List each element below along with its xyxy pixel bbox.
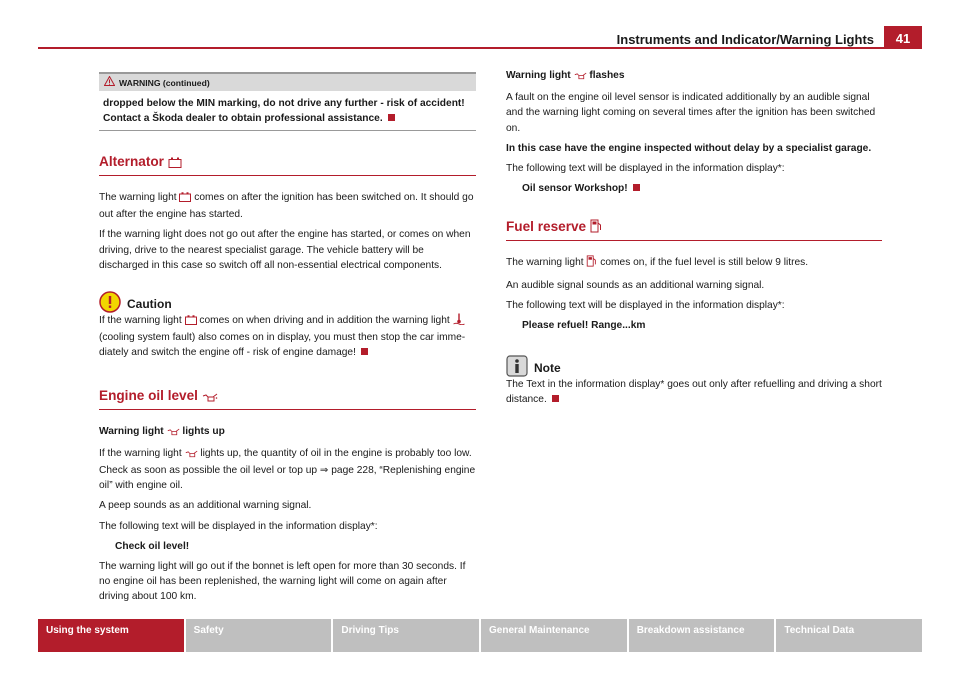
note-text: The Text in the information display* goes out only after refuelling and driving a short distance.: [506, 379, 882, 406]
engine-oil-heading-text: Engine oil level: [99, 387, 198, 403]
fuel-pump-icon: [590, 219, 602, 238]
battery-icon: [185, 315, 197, 330]
oil-flashes-msg-text: Oil sensor Workshop!: [522, 183, 628, 195]
engine-oil-paragraph-2: A peep sounds as an additional warning signal.: [99, 500, 312, 512]
caution-p-a: If the warning light: [99, 315, 182, 327]
left-column: [99, 72, 476, 610]
alternator-p1-a: The warning light: [99, 192, 177, 203]
oil-can-icon: [185, 448, 198, 463]
engine-oil-heading: [99, 387, 476, 410]
note-heading-text: Note: [534, 361, 561, 376]
oil-flashes-paragraph-2: In this case have the engine inspected without delay by a specialist garage.: [506, 142, 872, 154]
fuel-paragraph-2: An audible signal sounds as an additional warning signal.: [506, 279, 765, 291]
warning-box-title: WARNING (continued): [119, 78, 210, 88]
page-reference-link[interactable]: page 228, “Replenishing engine oil” with engine oil.: [99, 465, 476, 492]
tab-using-the-system[interactable]: Using the system: [38, 619, 184, 652]
alternator-heading-text: Alternator: [99, 154, 164, 169]
engine-oil-paragraph-3: The following text will be displayed in the information display*:: [99, 520, 378, 532]
end-marker-icon: [633, 184, 640, 191]
coolant-temperature-icon: [453, 313, 465, 330]
battery-icon: [168, 155, 182, 173]
warning-box-text: dropped below the MIN marking, do not drive any further - risk of accident! Contact a Škoda dealer to obtain professional assistance.: [103, 98, 465, 124]
engine-oil-subheading: [99, 424, 476, 441]
note-paragraph: [506, 377, 882, 407]
engine-oil-sub-b: lights up: [182, 425, 225, 437]
oil-can-icon: [574, 70, 587, 85]
page-reference-arrow: ⇒: [319, 465, 329, 477]
oil-flashes-sub-a: Warning light: [506, 70, 571, 81]
oil-can-icon: [167, 426, 180, 441]
fuel-reserve-heading-text: Fuel reserve: [506, 219, 587, 235]
oil-can-icon: [202, 389, 218, 407]
oil-flashes-subheading: [506, 68, 882, 85]
fuel-paragraph-1: [506, 255, 882, 272]
caution-heading-text: Caution: [127, 297, 172, 312]
caution-exclamation-icon: [99, 291, 121, 322]
warning-triangle-icon: [104, 76, 115, 89]
fuel-pump-icon: [586, 255, 597, 272]
engine-oil-p1-b: lights up, the quantity of oil in the engine is probably too low. Check as soon as possible the oil level or top up: [99, 447, 472, 477]
oil-flashes-sub-b: flashes: [589, 70, 625, 81]
engine-oil-paragraph-1: [99, 446, 476, 494]
alternator-heading: [99, 153, 476, 176]
caution-p-c: (cooling system fault) also comes on in display, you must then stop the car immediately and switch the engine off - risk of engine damage!: [99, 332, 466, 359]
note-info-icon: [506, 355, 528, 386]
end-marker-icon: [361, 348, 368, 355]
fuel-p1-a: The warning light: [506, 257, 584, 269]
page-number: 41: [884, 26, 922, 49]
oil-flashes-display-message: [506, 181, 882, 196]
oil-flashes-paragraph-3: The following text will be displayed in the information display*:: [506, 163, 785, 175]
engine-oil-display-message: Check oil level!: [115, 540, 190, 552]
header-rule: [38, 47, 922, 49]
warning-box-header: [99, 74, 476, 91]
alternator-paragraph-1: [99, 190, 476, 222]
engine-oil-paragraph-4: The warning light will go out if the bonnet is left open for more than 30 seconds. If no engine oil has been replenished, the warning light will come on again after driving about 100 km.: [99, 561, 466, 603]
tab-general-maintenance[interactable]: General Maintenance: [481, 619, 627, 652]
fuel-reserve-heading: [506, 218, 882, 241]
tab-driving-tips[interactable]: Driving Tips: [333, 619, 479, 652]
oil-flashes-paragraph-1: A fault on the engine oil level sensor is indicated additionally by an audible signal and the warning light coming on several times after the ignition has been switched on.: [506, 92, 876, 134]
header-title: Instruments and Indicator/Warning Lights: [616, 32, 874, 47]
tab-breakdown-assistance[interactable]: Breakdown assistance: [629, 619, 775, 652]
caution-heading: [99, 291, 476, 311]
end-marker-icon: [552, 395, 559, 402]
tab-technical-data[interactable]: Technical Data: [776, 619, 922, 652]
engine-oil-sub-a: Warning light: [99, 425, 164, 437]
fuel-paragraph-3: The following text will be displayed in the information display*:: [506, 299, 785, 311]
warning-box: [99, 72, 476, 131]
fuel-display-message: Please refuel! Range...km: [522, 320, 646, 332]
fuel-p1-b: comes on, if the fuel level is still below 9 litres.: [600, 257, 809, 269]
note-heading: [506, 355, 882, 375]
alternator-p1-b: comes on after the ignition has been switched on. It should go out after the engine has started.: [99, 192, 474, 221]
battery-icon: [179, 192, 191, 207]
caution-paragraph: [99, 313, 476, 361]
caution-p-b: comes on when driving and in addition the warning light: [199, 315, 450, 327]
engine-oil-p1-a: If the warning light: [99, 447, 182, 459]
warning-box-body: [99, 91, 476, 130]
right-column: [506, 68, 882, 413]
tab-safety[interactable]: Safety: [186, 619, 332, 652]
end-marker-icon: [388, 114, 395, 121]
chapter-tabs: [38, 619, 922, 652]
alternator-paragraph-2: If the warning light does not go out after the engine has started, or comes on when driving, drive to the nearest specialist garage. The vehicle battery will be discharged in this case so switch off all non-essential electrical components.: [99, 229, 471, 271]
